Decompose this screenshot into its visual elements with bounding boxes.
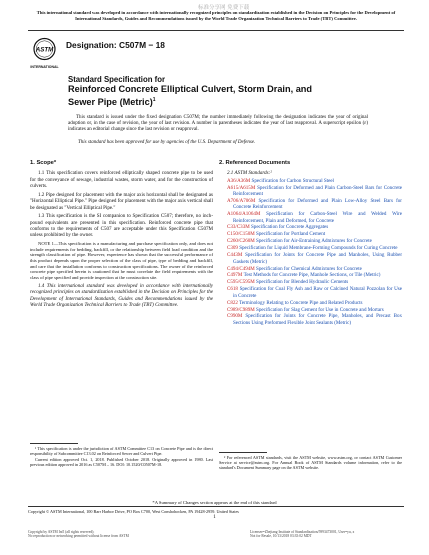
- paragraph-1-1: 1.1 This specification covers reinforced elliptically shaped concrete pipe to be used for the conveyance of sewage, industrial wastes, storm water, and for the construction of culverts.: [30, 170, 213, 190]
- reference-item: [219, 178, 402, 184]
- reference-item: [219, 286, 402, 299]
- note-1: NOTE 1—This specification is a manufacturing and purchase specification only, and does not include requirements for bedding, backfill, or the relationship between field load condition and the strength classification of pipe. However, experience has shown that the successful performance of this product depends upon the proper selection of the class of pipe, type of bedding and backfill, and care that the installation conforms to construction specifications. The owner of the reinforced concrete pipe specified herein is cautioned that he must correlate the field requirements with the class of pipe specified and provide inspection at the construction site.: [30, 241, 213, 280]
- reference-code-link[interactable]: A36/A36M: [227, 177, 251, 184]
- astm-standards-subheading: 2.1 ASTM Standards:²: [227, 170, 272, 177]
- reference-code-link[interactable]: C822: [227, 299, 238, 306]
- footnotes-left: [30, 446, 213, 468]
- license-notice-right: [250, 530, 354, 539]
- reference-code-link[interactable]: C309: [227, 245, 238, 252]
- footnote-rule-right: [219, 452, 267, 453]
- left-column: [30, 160, 213, 311]
- reference-item: [219, 266, 402, 272]
- issue-note-text: This standard is issued under the fixed designation C507M; the number immediately following the designation indicates the year of original adoption or, in the case of revision, the year of last revision. A number in parentheses indicates the year of last reapproval. A superscript epsilon (ε) indicates an editorial change since the last revision or reapproval.: [68, 115, 368, 132]
- astm-logo-icon: [30, 36, 59, 72]
- reference-title: Specification for Deformed and Plain Low-Alloy Steel Bars for Concrete Reinforcement: [233, 197, 402, 211]
- reference-item: [219, 252, 402, 265]
- reference-code-link[interactable]: C494/C494M: [227, 265, 255, 272]
- reference-title: Specification for Coal Fly Ash and Raw or Calcined Natural Pozzolan for Use in Concrete: [233, 286, 402, 299]
- reference-title: Terminology Relating to Concrete Pipe and Related Products: [239, 299, 363, 306]
- footnote-1-edition: Current edition approved Oct. 1, 2018. Published October 2018. Originally approved in 1980. Last previous edition approved in 2016 as C507M – 16. DOI: 10.1520/C0507M-18.: [30, 457, 213, 468]
- footnotes-right: [219, 455, 402, 471]
- watermark: 标准分享网 免费下载: [198, 5, 250, 11]
- footnote-2-astm-website: ² For referenced ASTM standards, visit the ASTM website, www.astm.org, or contact ASTM Customer Service at service@astm.org. For Annual Book of ASTM Standards volume information, refer to the standard's Document Summary page on the ASTM website.: [219, 455, 402, 471]
- header-rule: [28, 30, 404, 31]
- license-left-line-1: Copyright by ASTM Int'l (all rights reserved);: [28, 530, 95, 534]
- reference-title: Specification for Chemical Admixtures for Concrete: [256, 265, 362, 272]
- reference-list: [219, 178, 402, 326]
- reference-title: Specification for Joints for Concrete Pipe, Manholes, and Precast Box Sections Using Preformed Flexible Joint Sealants (Metric): [233, 313, 402, 326]
- reference-title: Specification for Deformed and Plain Carbon-Steel Bars for Concrete Reinforcement: [233, 184, 402, 197]
- svg-text:ASTM: ASTM: [35, 46, 54, 54]
- reference-item: [219, 238, 402, 244]
- reference-item: [219, 272, 402, 278]
- reference-code-link[interactable]: C33/C33M: [227, 224, 250, 231]
- title-line-1: Standard Specification for: [68, 75, 166, 84]
- reference-title: Specification for Joints for Concrete Pipe and Manholes, Using Rubber Gaskets (Metric): [233, 252, 402, 265]
- paragraph-1-3: 1.3 This specification is the SI companion to Specification C507; therefore, no inch-pound equivalents are presented in this specification. Reinforced concrete pipe that conforms to the requirements of C507 are acceptable under this Specification C507M unless prohibited by the owner.: [30, 213, 213, 239]
- title-line-3: Sewer Pipe (Metric)$^1$: [68, 96, 156, 107]
- reference-item: [219, 224, 402, 230]
- copyright-line: Copyright © ASTM International, 100 Barr Harbor Drive, PO Box C700, West Conshohocken, PA 19428-2959. United States: [28, 509, 239, 514]
- reference-item: [219, 307, 402, 313]
- reference-code-link[interactable]: C497M: [227, 272, 243, 279]
- reference-code-link[interactable]: A615/A615M: [227, 184, 256, 191]
- reference-code-link[interactable]: A1064/A1064M: [227, 211, 261, 218]
- reference-item: [219, 300, 402, 306]
- reference-code-link[interactable]: C595/C595M: [227, 279, 255, 286]
- reference-item: [219, 211, 402, 224]
- reference-item: [219, 313, 402, 326]
- dod-approval-note: This standard has been approved for use by agencies of the U.S. Department of Defense.: [78, 140, 256, 145]
- reference-code-link[interactable]: C618: [227, 286, 238, 293]
- reference-title: Specification for Carbon-Steel Wire and Welded Wire Reinforcement, Plain and Deformed, for Concrete: [233, 211, 403, 224]
- paragraph-1-4: 1.4 This international standard was developed in accordance with internationally recognized principles on standardization established in the Decision on Principles for the Development of International Standards, Guides and Recommendations issued by the World Trade Organization Technical Barriers to Trade (TBT) Committee.: [30, 282, 213, 308]
- right-column: [219, 160, 402, 327]
- license-notice-left: [28, 530, 129, 539]
- footnote-1-jurisdiction: ¹ This specification is under the jurisdiction of ASTM Committee C13 on Concrete Pipe and is the direct responsibility of Subcommittee C13.02 on Reinforced Sewer and Culvert Pipe.: [30, 446, 213, 457]
- reference-item: [219, 245, 402, 251]
- reference-code-link[interactable]: C989/C989M: [227, 306, 255, 313]
- document-title: [68, 75, 368, 107]
- footnote-rule-left: [30, 443, 78, 444]
- reference-code-link[interactable]: A706/A706M: [227, 197, 256, 204]
- reference-code-link[interactable]: C990M: [227, 313, 243, 320]
- scope-heading: 1. Scope*: [30, 160, 57, 166]
- reference-code-link[interactable]: C443M: [227, 252, 243, 259]
- reference-item: [219, 198, 402, 211]
- reference-item: [219, 231, 402, 237]
- reference-title: Specification for Air-Entraining Admixtures for Concrete: [256, 238, 372, 245]
- reference-title: Specification for Blended Hydraulic Cements: [256, 279, 349, 286]
- reference-title: Specification for Carbon Structural Steel: [251, 177, 334, 184]
- page-number: 1: [213, 515, 216, 520]
- reference-code-link[interactable]: C260/C260M: [227, 238, 255, 245]
- footer-rule: [28, 506, 404, 507]
- reference-title: Specification for Slag Cement for Use in Concrete and Mortars: [256, 306, 384, 313]
- title-footnote-ref: 1: [152, 96, 156, 103]
- summary-of-changes-note: *A Summary of Changes section appears at the end of this standard: [152, 500, 277, 505]
- reference-code-link[interactable]: C150/C150M: [227, 231, 255, 238]
- reference-title: Specification for Liquid Membrane-Forming Compounds for Curing Concrete: [239, 245, 398, 252]
- title-line-2: Reinforced Concrete Elliptical Culvert, Storm Drain, and: [68, 84, 313, 94]
- license-right-line-2: Not for Resale, 10/13/2018 03:35:02 MDT: [250, 534, 312, 539]
- svg-text:INTERNATIONAL: INTERNATIONAL: [30, 65, 59, 69]
- reference-title: Specification for Concrete Aggregates: [250, 224, 329, 231]
- references-heading: 2. Referenced Documents: [219, 160, 291, 166]
- wto-notice: This international standard was developed in accordance with internationally recognized principles on standardization established in the Decision on Principles for the Development of International Standards, Guides and Recommendations issued by the World Trade Organization Technical Barriers to Trade (TBT) Committee.: [36, 10, 396, 21]
- license-right-line-1: Licensee=Zhejiang Institute of Standardization/5993473001, User=yu, x: [250, 530, 355, 534]
- standard-issue-note: [68, 115, 368, 133]
- reference-item: [219, 185, 402, 198]
- reference-item: [219, 279, 402, 285]
- license-left-line-2: No reproduction or networking permitted without license from ASTM: [28, 534, 129, 539]
- reference-title: Specification for Portland Cement: [256, 231, 326, 238]
- designation: Designation: C507M − 18: [66, 40, 165, 50]
- reference-title: Test Methods for Concrete Pipe, Manhole Sections, or Tile (Metric): [243, 272, 381, 279]
- paragraph-1-2: 1.2 Pipe designed for placement with the major axis horizontal shall be designated as "Horizontal Elliptical Pipe." Pipe designed for placement with the major axis vertical shall be designated as "Vertical Elliptical Pipe.": [30, 191, 213, 211]
